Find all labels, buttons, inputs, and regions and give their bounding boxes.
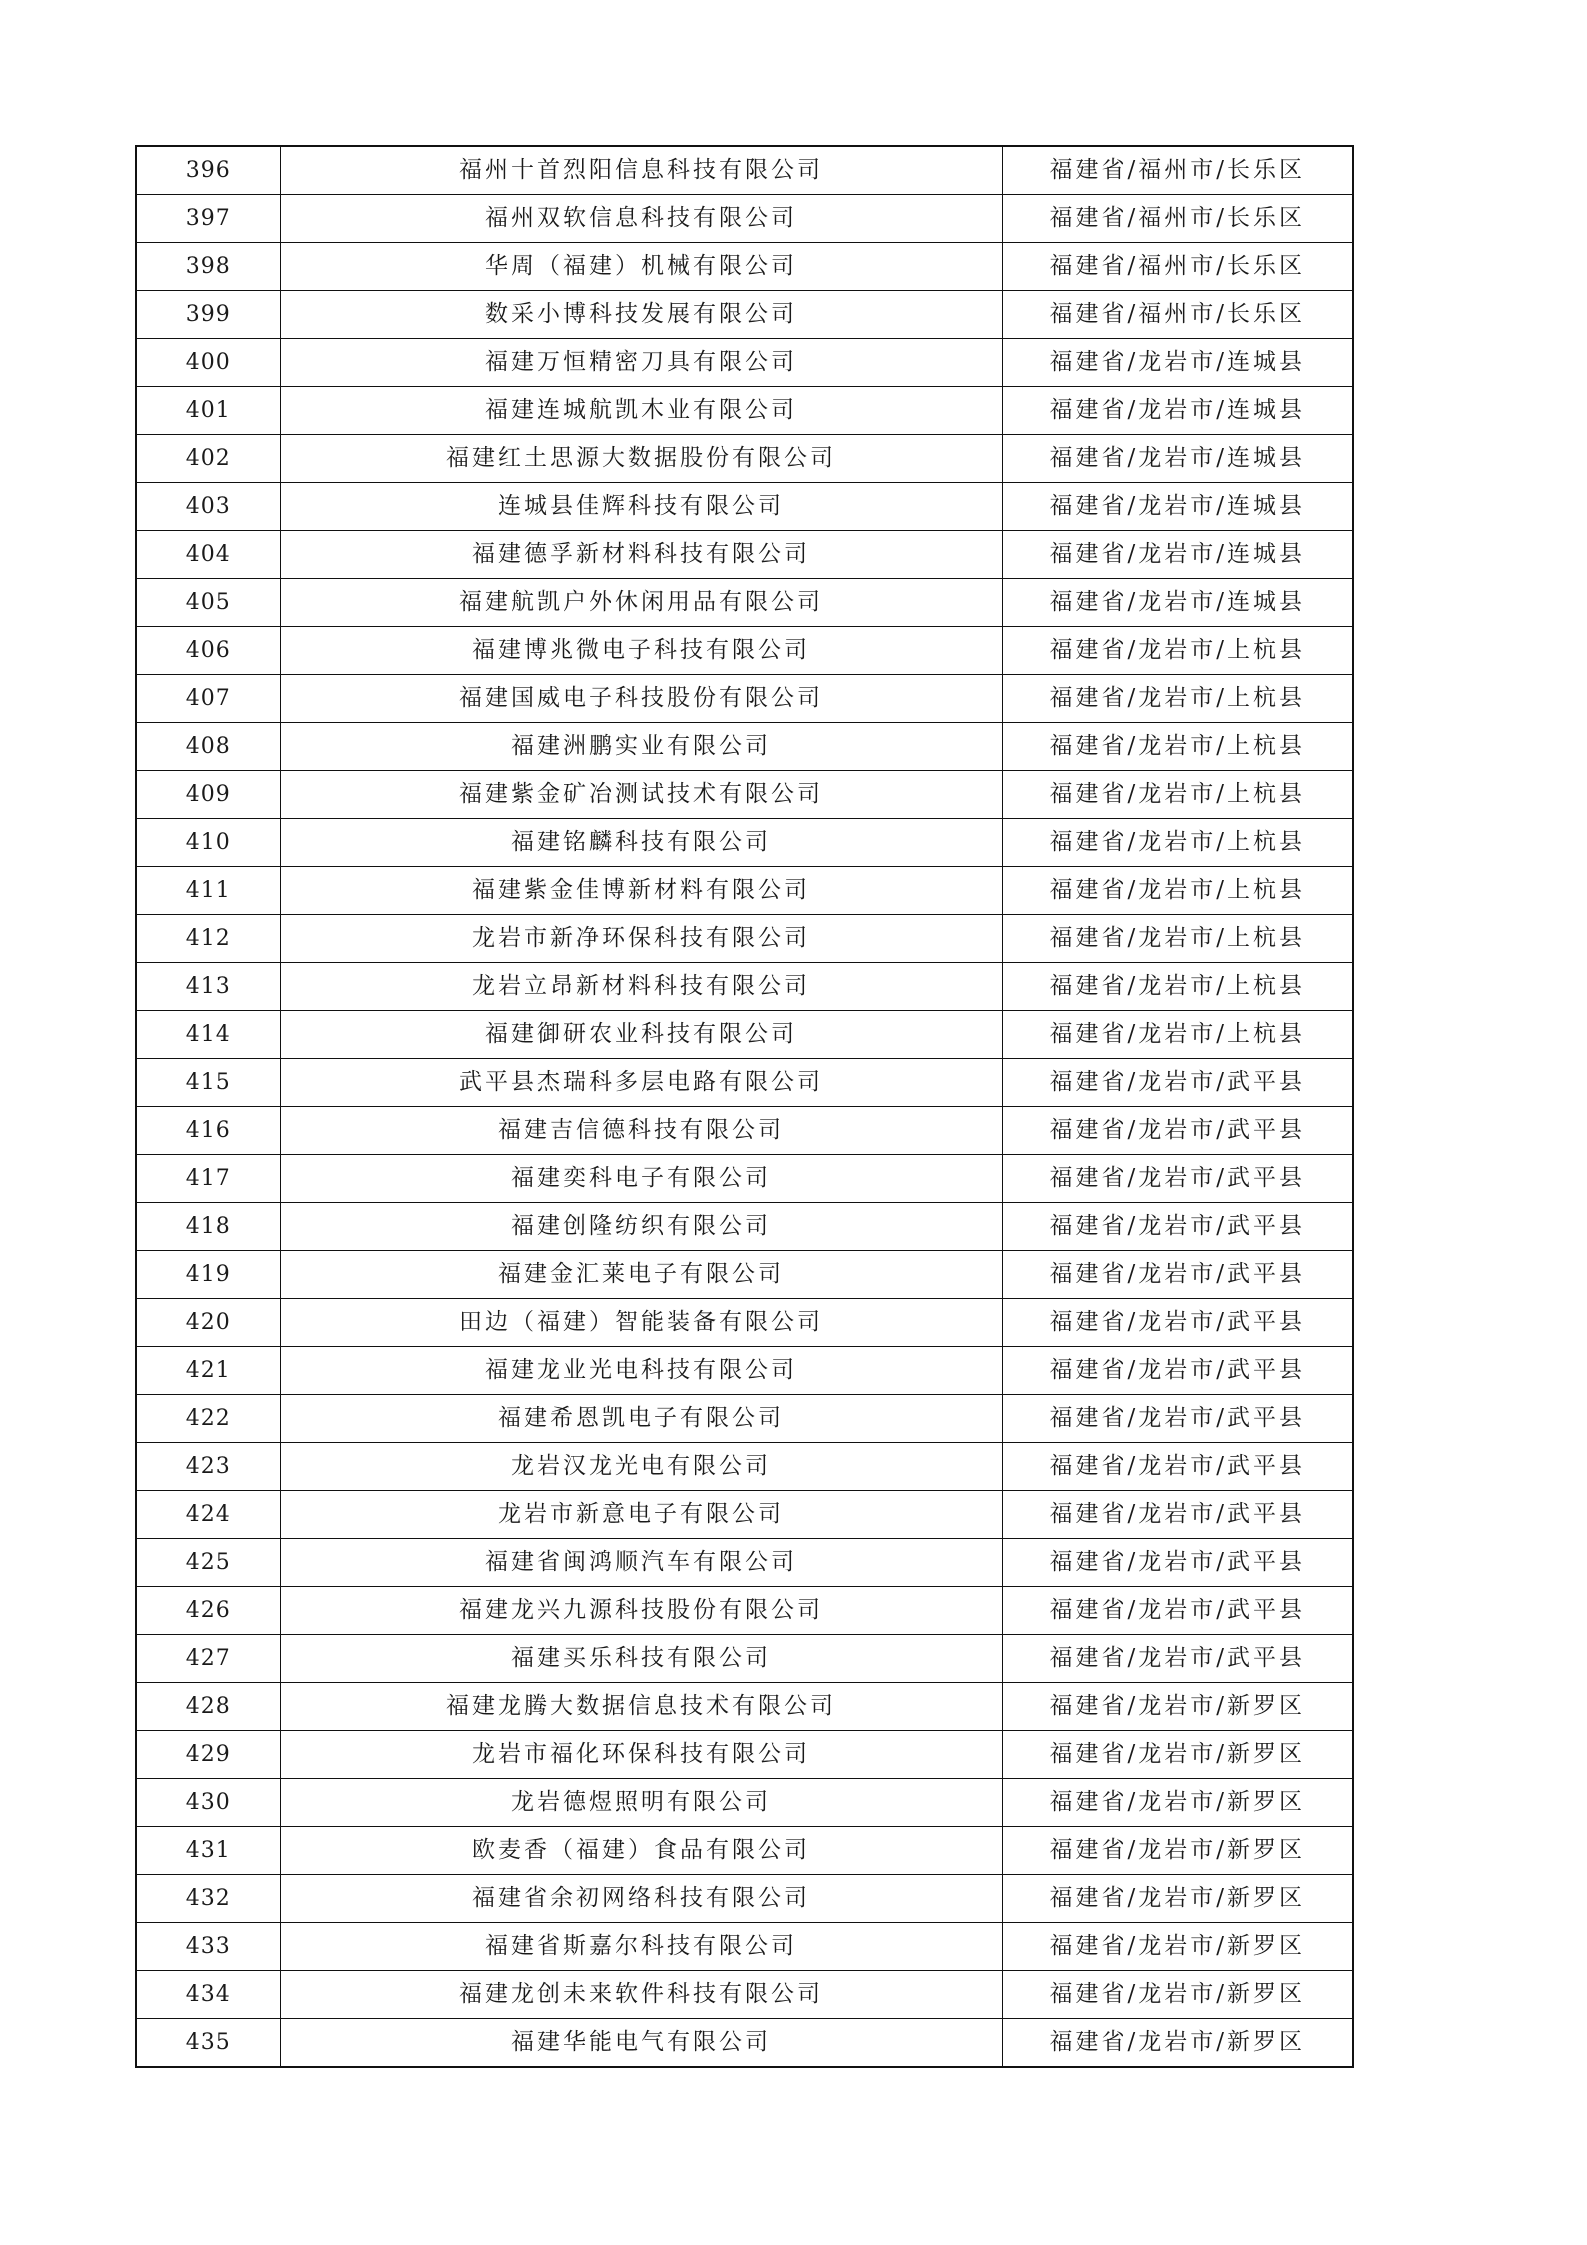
- table-row: [136, 1059, 1353, 1107]
- row-number-cell: 408: [136, 723, 280, 771]
- company-name-cell: 连城县佳辉科技有限公司: [280, 483, 1002, 531]
- row-number-cell: 412: [136, 915, 280, 963]
- region-cell: 福建省/龙岩市/新罗区: [1002, 1875, 1353, 1923]
- region-cell: 福建省/龙岩市/上杭县: [1002, 867, 1353, 915]
- row-number-cell: 421: [136, 1347, 280, 1395]
- row-number-cell: 401: [136, 387, 280, 435]
- table-row: [136, 1827, 1353, 1875]
- row-number-cell: 433: [136, 1923, 280, 1971]
- region-cell: 福建省/龙岩市/武平县: [1002, 1107, 1353, 1155]
- company-name-cell: 福建省闽鸿顺汽车有限公司: [280, 1539, 1002, 1587]
- company-name-cell: 福建希恩凯电子有限公司: [280, 1395, 1002, 1443]
- company-name-cell: 福建紫金矿冶测试技术有限公司: [280, 771, 1002, 819]
- region-cell: 福建省/龙岩市/武平县: [1002, 1539, 1353, 1587]
- row-number-cell: 398: [136, 243, 280, 291]
- row-number-cell: 425: [136, 1539, 280, 1587]
- company-name-cell: 福建龙业光电科技有限公司: [280, 1347, 1002, 1395]
- row-number-cell: 406: [136, 627, 280, 675]
- row-number-cell: 396: [136, 146, 280, 195]
- region-cell: 福建省/龙岩市/上杭县: [1002, 771, 1353, 819]
- company-name-cell: 福建奕科电子有限公司: [280, 1155, 1002, 1203]
- row-number-cell: 413: [136, 963, 280, 1011]
- table-row: [136, 291, 1353, 339]
- company-name-cell: 福州双软信息科技有限公司: [280, 195, 1002, 243]
- region-cell: 福建省/龙岩市/连城县: [1002, 531, 1353, 579]
- table-row: [136, 627, 1353, 675]
- row-number-cell: 430: [136, 1779, 280, 1827]
- row-number-cell: 415: [136, 1059, 280, 1107]
- region-cell: 福建省/龙岩市/武平县: [1002, 1155, 1353, 1203]
- company-name-cell: 福建金汇莱电子有限公司: [280, 1251, 1002, 1299]
- region-cell: 福建省/龙岩市/武平县: [1002, 1347, 1353, 1395]
- company-name-cell: 福建省斯嘉尔科技有限公司: [280, 1923, 1002, 1971]
- region-cell: 福建省/龙岩市/连城县: [1002, 339, 1353, 387]
- region-cell: 福建省/龙岩市/上杭县: [1002, 1011, 1353, 1059]
- row-number-cell: 404: [136, 531, 280, 579]
- table-row: [136, 1107, 1353, 1155]
- region-cell: 福建省/龙岩市/新罗区: [1002, 1827, 1353, 1875]
- table-row: [136, 339, 1353, 387]
- region-cell: 福建省/龙岩市/上杭县: [1002, 963, 1353, 1011]
- region-cell: 福建省/龙岩市/武平县: [1002, 1443, 1353, 1491]
- company-name-cell: 福建华能电气有限公司: [280, 2019, 1002, 2068]
- row-number-cell: 407: [136, 675, 280, 723]
- region-cell: 福建省/龙岩市/武平县: [1002, 1635, 1353, 1683]
- company-name-cell: 福建航凯户外休闲用品有限公司: [280, 579, 1002, 627]
- table-row: [136, 435, 1353, 483]
- table-row: [136, 1011, 1353, 1059]
- table-row: [136, 771, 1353, 819]
- company-name-cell: 龙岩汉龙光电有限公司: [280, 1443, 1002, 1491]
- region-cell: 福建省/龙岩市/武平县: [1002, 1203, 1353, 1251]
- table-row: [136, 1731, 1353, 1779]
- region-cell: 福建省/福州市/长乐区: [1002, 291, 1353, 339]
- region-cell: 福建省/龙岩市/武平县: [1002, 1059, 1353, 1107]
- row-number-cell: 417: [136, 1155, 280, 1203]
- row-number-cell: 422: [136, 1395, 280, 1443]
- row-number-cell: 423: [136, 1443, 280, 1491]
- row-number-cell: 403: [136, 483, 280, 531]
- region-cell: 福建省/龙岩市/连城县: [1002, 579, 1353, 627]
- company-name-cell: 福建万恒精密刀具有限公司: [280, 339, 1002, 387]
- table-row: [136, 723, 1353, 771]
- table-row: [136, 1779, 1353, 1827]
- table-row: [136, 579, 1353, 627]
- table-row: [136, 1539, 1353, 1587]
- company-name-cell: 福建龙创未来软件科技有限公司: [280, 1971, 1002, 2019]
- company-name-cell: 龙岩市新意电子有限公司: [280, 1491, 1002, 1539]
- row-number-cell: 414: [136, 1011, 280, 1059]
- region-cell: 福建省/龙岩市/连城县: [1002, 387, 1353, 435]
- table-row: [136, 1443, 1353, 1491]
- region-cell: 福建省/福州市/长乐区: [1002, 243, 1353, 291]
- table-row: [136, 1923, 1353, 1971]
- region-cell: 福建省/龙岩市/武平县: [1002, 1395, 1353, 1443]
- table-row: [136, 483, 1353, 531]
- region-cell: 福建省/龙岩市/连城县: [1002, 483, 1353, 531]
- table-row: [136, 1203, 1353, 1251]
- company-name-cell: 福建紫金佳博新材料有限公司: [280, 867, 1002, 915]
- table-row: [136, 1251, 1353, 1299]
- company-name-cell: 福建龙兴九源科技股份有限公司: [280, 1587, 1002, 1635]
- company-name-cell: 龙岩立昂新材料科技有限公司: [280, 963, 1002, 1011]
- company-name-cell: 田边（福建）智能装备有限公司: [280, 1299, 1002, 1347]
- region-cell: 福建省/龙岩市/上杭县: [1002, 627, 1353, 675]
- company-name-cell: 龙岩市福化环保科技有限公司: [280, 1731, 1002, 1779]
- region-cell: 福建省/龙岩市/新罗区: [1002, 1971, 1353, 2019]
- row-number-cell: 434: [136, 1971, 280, 2019]
- table-row: [136, 867, 1353, 915]
- company-name-cell: 华周（福建）机械有限公司: [280, 243, 1002, 291]
- region-cell: 福建省/龙岩市/上杭县: [1002, 915, 1353, 963]
- row-number-cell: 426: [136, 1587, 280, 1635]
- table-row: [136, 1491, 1353, 1539]
- table-row: [136, 963, 1353, 1011]
- table-body: [136, 146, 1353, 2067]
- row-number-cell: 399: [136, 291, 280, 339]
- company-name-cell: 福建国威电子科技股份有限公司: [280, 675, 1002, 723]
- region-cell: 福建省/龙岩市/武平县: [1002, 1299, 1353, 1347]
- region-cell: 福建省/龙岩市/武平县: [1002, 1491, 1353, 1539]
- table-row: [136, 675, 1353, 723]
- table-row: [136, 1635, 1353, 1683]
- table-row: [136, 146, 1353, 195]
- row-number-cell: 419: [136, 1251, 280, 1299]
- row-number-cell: 402: [136, 435, 280, 483]
- company-name-cell: 福建买乐科技有限公司: [280, 1635, 1002, 1683]
- table-row: [136, 1587, 1353, 1635]
- company-list-table: [135, 145, 1354, 2068]
- company-name-cell: 龙岩市新净环保科技有限公司: [280, 915, 1002, 963]
- row-number-cell: 400: [136, 339, 280, 387]
- row-number-cell: 428: [136, 1683, 280, 1731]
- company-name-cell: 福建博兆微电子科技有限公司: [280, 627, 1002, 675]
- row-number-cell: 429: [136, 1731, 280, 1779]
- company-name-cell: 欧麦香（福建）食品有限公司: [280, 1827, 1002, 1875]
- region-cell: 福建省/龙岩市/武平县: [1002, 1251, 1353, 1299]
- table-row: [136, 243, 1353, 291]
- row-number-cell: 410: [136, 819, 280, 867]
- region-cell: 福建省/龙岩市/新罗区: [1002, 1731, 1353, 1779]
- region-cell: 福建省/龙岩市/上杭县: [1002, 819, 1353, 867]
- table-row: [136, 195, 1353, 243]
- region-cell: 福建省/福州市/长乐区: [1002, 146, 1353, 195]
- company-name-cell: 福建省余初网络科技有限公司: [280, 1875, 1002, 1923]
- company-name-cell: 福建创隆纺织有限公司: [280, 1203, 1002, 1251]
- table-row: [136, 819, 1353, 867]
- region-cell: 福建省/龙岩市/新罗区: [1002, 1923, 1353, 1971]
- table-row: [136, 531, 1353, 579]
- table-row: [136, 2019, 1353, 2068]
- company-name-cell: 福建铭麟科技有限公司: [280, 819, 1002, 867]
- row-number-cell: 435: [136, 2019, 280, 2068]
- row-number-cell: 418: [136, 1203, 280, 1251]
- region-cell: 福建省/龙岩市/上杭县: [1002, 675, 1353, 723]
- row-number-cell: 416: [136, 1107, 280, 1155]
- region-cell: 福建省/龙岩市/新罗区: [1002, 1779, 1353, 1827]
- company-name-cell: 龙岩德煜照明有限公司: [280, 1779, 1002, 1827]
- row-number-cell: 405: [136, 579, 280, 627]
- region-cell: 福建省/龙岩市/新罗区: [1002, 1683, 1353, 1731]
- company-name-cell: 福建红土思源大数据股份有限公司: [280, 435, 1002, 483]
- company-name-cell: 福建连城航凯木业有限公司: [280, 387, 1002, 435]
- region-cell: 福建省/龙岩市/连城县: [1002, 435, 1353, 483]
- region-cell: 福建省/龙岩市/新罗区: [1002, 2019, 1353, 2068]
- table-row: [136, 1683, 1353, 1731]
- company-name-cell: 福建龙腾大数据信息技术有限公司: [280, 1683, 1002, 1731]
- region-cell: 福建省/龙岩市/上杭县: [1002, 723, 1353, 771]
- table-row: [136, 915, 1353, 963]
- company-name-cell: 福建德孚新材料科技有限公司: [280, 531, 1002, 579]
- row-number-cell: 424: [136, 1491, 280, 1539]
- table-row: [136, 1155, 1353, 1203]
- row-number-cell: 409: [136, 771, 280, 819]
- table-row: [136, 1971, 1353, 2019]
- row-number-cell: 411: [136, 867, 280, 915]
- row-number-cell: 420: [136, 1299, 280, 1347]
- table-row: [136, 387, 1353, 435]
- row-number-cell: 427: [136, 1635, 280, 1683]
- table-row: [136, 1347, 1353, 1395]
- company-name-cell: 福建御研农业科技有限公司: [280, 1011, 1002, 1059]
- row-number-cell: 431: [136, 1827, 280, 1875]
- table-row: [136, 1395, 1353, 1443]
- region-cell: 福建省/龙岩市/武平县: [1002, 1587, 1353, 1635]
- region-cell: 福建省/福州市/长乐区: [1002, 195, 1353, 243]
- company-name-cell: 福建吉信德科技有限公司: [280, 1107, 1002, 1155]
- row-number-cell: 397: [136, 195, 280, 243]
- table-row: [136, 1875, 1353, 1923]
- row-number-cell: 432: [136, 1875, 280, 1923]
- company-name-cell: 武平县杰瑞科多层电路有限公司: [280, 1059, 1002, 1107]
- table-row: [136, 1299, 1353, 1347]
- company-name-cell: 福州十首烈阳信息科技有限公司: [280, 146, 1002, 195]
- company-name-cell: 福建洲鹏实业有限公司: [280, 723, 1002, 771]
- company-name-cell: 数采小博科技发展有限公司: [280, 291, 1002, 339]
